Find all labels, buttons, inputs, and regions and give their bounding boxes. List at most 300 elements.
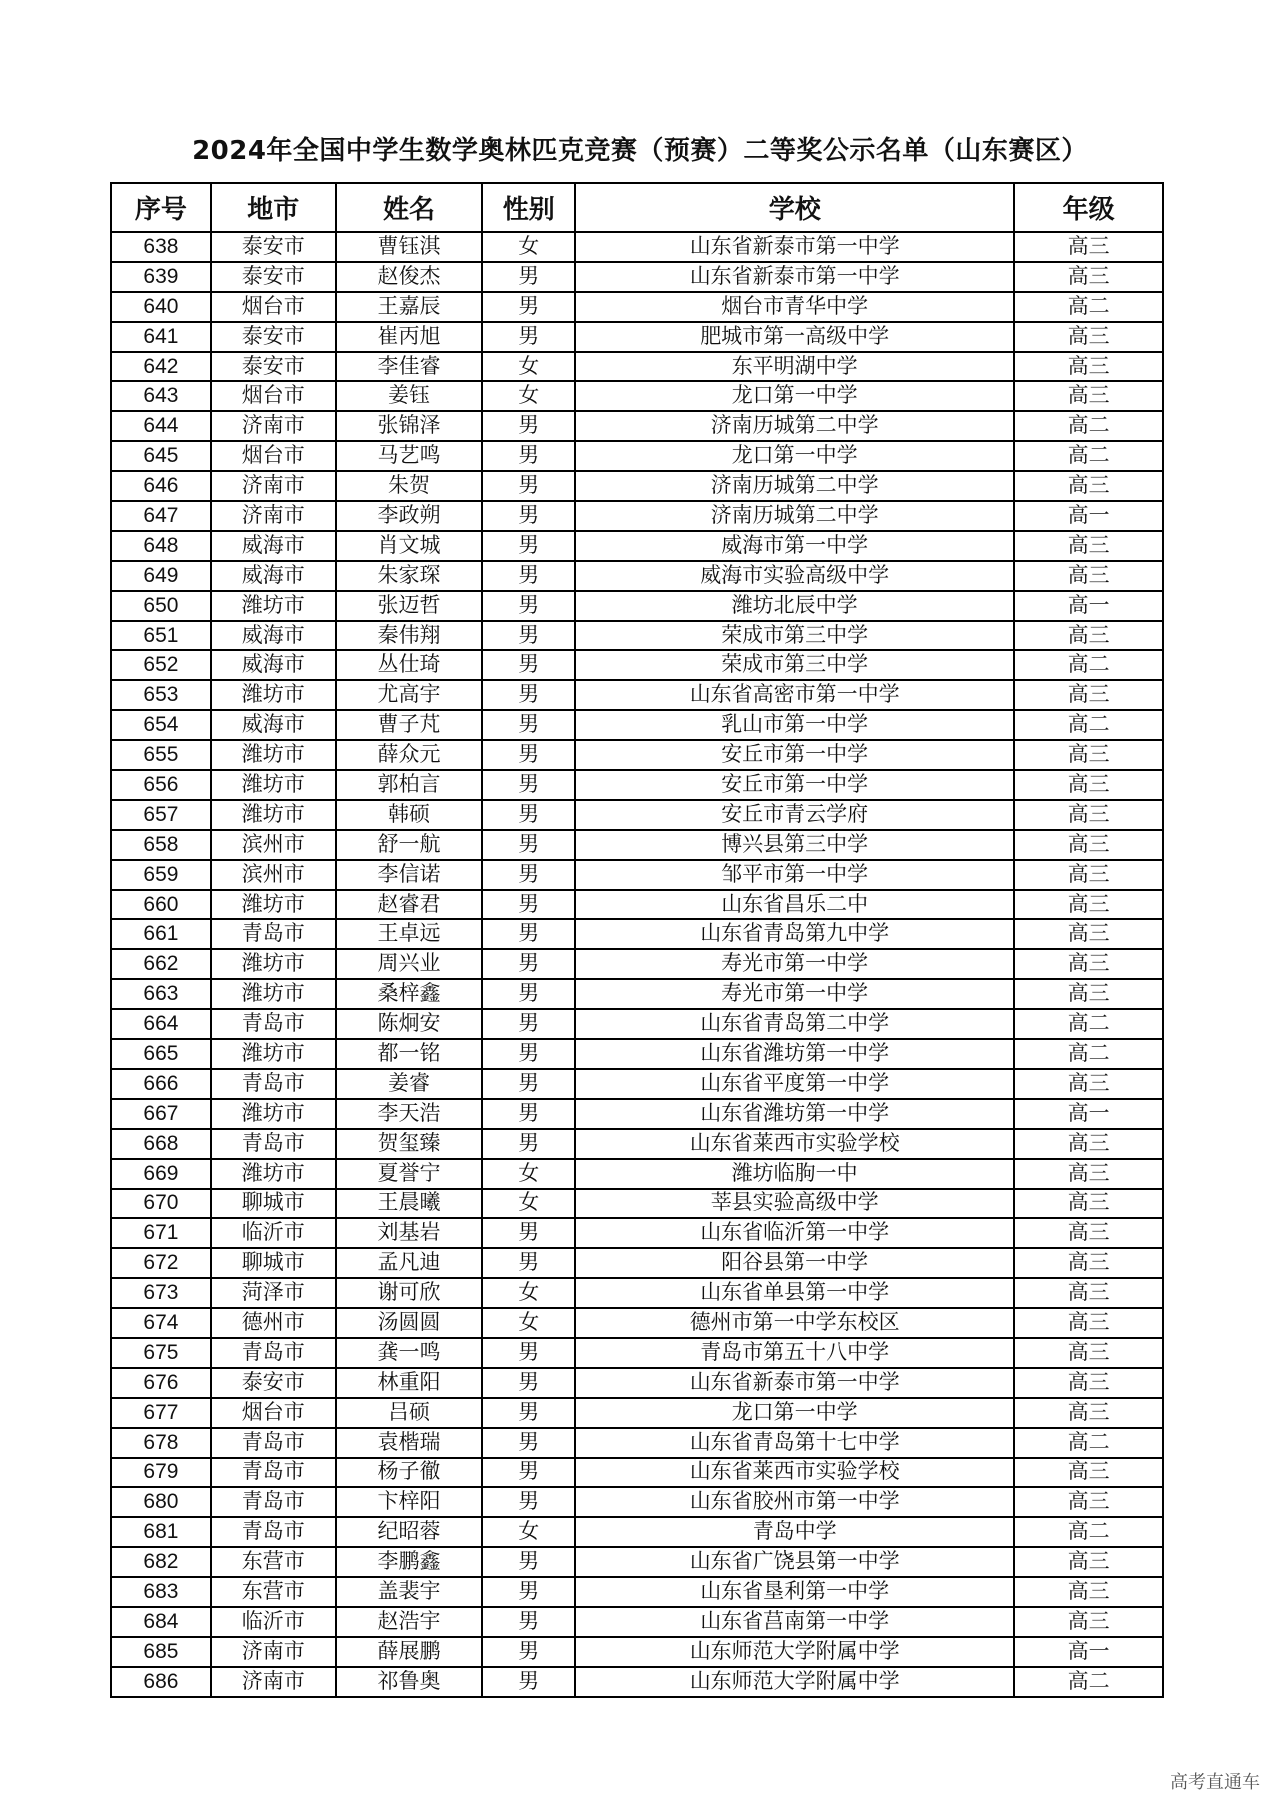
cell-school: 山东省平度第一中学 (575, 1069, 1014, 1099)
cell-index: 643 (111, 381, 211, 411)
cell-grade: 高一 (1014, 1099, 1163, 1129)
cell-name: 秦伟翔 (336, 621, 483, 651)
cell-grade: 高二 (1014, 650, 1163, 680)
table-row (111, 561, 1163, 591)
cell-name: 曹钰淇 (336, 232, 483, 262)
cell-index: 660 (111, 890, 211, 920)
cell-name: 纪昭蓉 (336, 1517, 483, 1547)
header-index: 序号 (111, 183, 211, 232)
cell-index: 642 (111, 352, 211, 382)
table-row (111, 860, 1163, 890)
cell-school: 乳山市第一中学 (575, 710, 1014, 740)
cell-city: 泰安市 (211, 352, 336, 382)
cell-index: 645 (111, 441, 211, 471)
cell-index: 669 (111, 1159, 211, 1189)
cell-grade: 高三 (1014, 890, 1163, 920)
cell-index: 681 (111, 1517, 211, 1547)
cell-gender: 男 (482, 1487, 575, 1517)
cell-grade: 高三 (1014, 352, 1163, 382)
cell-school: 龙口第一中学 (575, 381, 1014, 411)
cell-index: 675 (111, 1338, 211, 1368)
cell-grade: 高三 (1014, 322, 1163, 352)
cell-city: 青岛市 (211, 919, 336, 949)
cell-name: 朱家琛 (336, 561, 483, 591)
table-row (111, 1338, 1163, 1368)
cell-school: 济南历城第二中学 (575, 411, 1014, 441)
cell-grade: 高三 (1014, 1129, 1163, 1159)
cell-gender: 男 (482, 501, 575, 531)
cell-name: 姜钰 (336, 381, 483, 411)
cell-city: 潍坊市 (211, 800, 336, 830)
cell-gender: 女 (482, 1517, 575, 1547)
table-row (111, 1398, 1163, 1428)
cell-grade: 高三 (1014, 800, 1163, 830)
table-row (111, 621, 1163, 651)
header-school: 学校 (575, 183, 1014, 232)
cell-index: 648 (111, 531, 211, 561)
cell-city: 烟台市 (211, 441, 336, 471)
cell-school: 山东省青岛第十七中学 (575, 1428, 1014, 1458)
cell-index: 652 (111, 650, 211, 680)
cell-school: 山东省青岛第九中学 (575, 919, 1014, 949)
cell-name: 舒一航 (336, 830, 483, 860)
table-row (111, 471, 1163, 501)
cell-name: 吕硕 (336, 1398, 483, 1428)
cell-city: 威海市 (211, 650, 336, 680)
cell-name: 王晨曦 (336, 1189, 483, 1219)
cell-school: 肥城市第一高级中学 (575, 322, 1014, 352)
table-row (111, 710, 1163, 740)
cell-school: 山东省临沂第一中学 (575, 1218, 1014, 1248)
cell-city: 滨州市 (211, 860, 336, 890)
cell-name: 袁楷瑞 (336, 1428, 483, 1458)
cell-gender: 女 (482, 1308, 575, 1338)
cell-school: 山东省莱西市实验学校 (575, 1458, 1014, 1488)
cell-name: 都一铭 (336, 1039, 483, 1069)
cell-school: 山东省广饶县第一中学 (575, 1547, 1014, 1577)
table-row (111, 1069, 1163, 1099)
cell-name: 杨子徹 (336, 1458, 483, 1488)
cell-name: 桑梓鑫 (336, 979, 483, 1009)
cell-index: 674 (111, 1308, 211, 1338)
cell-school: 山东省胶州市第一中学 (575, 1487, 1014, 1517)
cell-index: 672 (111, 1248, 211, 1278)
cell-gender: 男 (482, 561, 575, 591)
cell-city: 济南市 (211, 1637, 336, 1667)
cell-school: 博兴县第三中学 (575, 830, 1014, 860)
cell-gender: 男 (482, 919, 575, 949)
table-row (111, 262, 1163, 292)
cell-gender: 男 (482, 1248, 575, 1278)
cell-city: 青岛市 (211, 1428, 336, 1458)
table-row (111, 770, 1163, 800)
cell-name: 丛仕琦 (336, 650, 483, 680)
table-row (111, 979, 1163, 1009)
cell-gender: 男 (482, 800, 575, 830)
cell-school: 荣成市第三中学 (575, 621, 1014, 651)
cell-grade: 高二 (1014, 1009, 1163, 1039)
cell-name: 李政朔 (336, 501, 483, 531)
cell-city: 聊城市 (211, 1189, 336, 1219)
cell-city: 威海市 (211, 621, 336, 651)
cell-school: 山东省单县第一中学 (575, 1278, 1014, 1308)
cell-grade: 高三 (1014, 770, 1163, 800)
cell-name: 卞梓阳 (336, 1487, 483, 1517)
cell-grade: 高三 (1014, 1278, 1163, 1308)
cell-city: 济南市 (211, 1667, 336, 1697)
cell-name: 尤高宇 (336, 680, 483, 710)
table-row (111, 680, 1163, 710)
cell-index: 650 (111, 591, 211, 621)
cell-gender: 男 (482, 890, 575, 920)
cell-index: 668 (111, 1129, 211, 1159)
table-row (111, 800, 1163, 830)
cell-index: 664 (111, 1009, 211, 1039)
cell-name: 李信诺 (336, 860, 483, 890)
cell-school: 安丘市第一中学 (575, 770, 1014, 800)
cell-name: 赵俊杰 (336, 262, 483, 292)
cell-gender: 男 (482, 1368, 575, 1398)
cell-gender: 男 (482, 292, 575, 322)
cell-name: 姜睿 (336, 1069, 483, 1099)
cell-city: 泰安市 (211, 1368, 336, 1398)
table-row (111, 1129, 1163, 1159)
cell-city: 青岛市 (211, 1069, 336, 1099)
cell-grade: 高二 (1014, 1667, 1163, 1697)
cell-grade: 高一 (1014, 501, 1163, 531)
cell-city: 烟台市 (211, 381, 336, 411)
cell-gender: 女 (482, 381, 575, 411)
cell-index: 676 (111, 1368, 211, 1398)
cell-school: 龙口第一中学 (575, 441, 1014, 471)
cell-index: 649 (111, 561, 211, 591)
table-row (111, 1189, 1163, 1219)
cell-name: 薛展鹏 (336, 1637, 483, 1667)
cell-city: 滨州市 (211, 830, 336, 860)
cell-name: 肖文城 (336, 531, 483, 561)
cell-index: 641 (111, 322, 211, 352)
cell-name: 周兴业 (336, 949, 483, 979)
cell-index: 661 (111, 919, 211, 949)
cell-school: 东平明湖中学 (575, 352, 1014, 382)
cell-index: 640 (111, 292, 211, 322)
cell-name: 李鹏鑫 (336, 1547, 483, 1577)
cell-gender: 女 (482, 232, 575, 262)
award-table (110, 182, 1164, 1698)
cell-name: 王嘉辰 (336, 292, 483, 322)
cell-name: 贺玺臻 (336, 1129, 483, 1159)
cell-name: 盖裴宇 (336, 1577, 483, 1607)
cell-index: 663 (111, 979, 211, 1009)
cell-grade: 高三 (1014, 830, 1163, 860)
cell-school: 山东省新泰市第一中学 (575, 232, 1014, 262)
cell-gender: 男 (482, 650, 575, 680)
cell-name: 龚一鸣 (336, 1338, 483, 1368)
cell-name: 李天浩 (336, 1099, 483, 1129)
cell-name: 曹子芃 (336, 710, 483, 740)
table-row (111, 1517, 1163, 1547)
cell-gender: 男 (482, 1577, 575, 1607)
table-row (111, 1308, 1163, 1338)
cell-grade: 高二 (1014, 441, 1163, 471)
cell-school: 山东省垦利第一中学 (575, 1577, 1014, 1607)
header-city: 地市 (211, 183, 336, 232)
table-row (111, 1637, 1163, 1667)
cell-gender: 男 (482, 860, 575, 890)
cell-index: 653 (111, 680, 211, 710)
cell-index: 638 (111, 232, 211, 262)
cell-gender: 男 (482, 680, 575, 710)
cell-name: 马艺鸣 (336, 441, 483, 471)
table-row (111, 1547, 1163, 1577)
cell-grade: 高三 (1014, 979, 1163, 1009)
cell-grade: 高三 (1014, 740, 1163, 770)
cell-gender: 女 (482, 1159, 575, 1189)
cell-city: 德州市 (211, 1308, 336, 1338)
cell-grade: 高三 (1014, 1368, 1163, 1398)
cell-grade: 高三 (1014, 232, 1163, 262)
cell-gender: 男 (482, 979, 575, 1009)
cell-grade: 高三 (1014, 471, 1163, 501)
cell-index: 655 (111, 740, 211, 770)
cell-city: 东营市 (211, 1577, 336, 1607)
cell-city: 威海市 (211, 561, 336, 591)
table-row (111, 1009, 1163, 1039)
cell-index: 647 (111, 501, 211, 531)
cell-grade: 高三 (1014, 1248, 1163, 1278)
cell-city: 临沂市 (211, 1607, 336, 1637)
cell-school: 山东省新泰市第一中学 (575, 262, 1014, 292)
cell-school: 威海市实验高级中学 (575, 561, 1014, 591)
cell-city: 威海市 (211, 531, 336, 561)
cell-gender: 男 (482, 411, 575, 441)
cell-city: 潍坊市 (211, 1039, 336, 1069)
cell-school: 寿光市第一中学 (575, 949, 1014, 979)
cell-name: 韩硕 (336, 800, 483, 830)
cell-name: 赵睿君 (336, 890, 483, 920)
cell-school: 山东省昌乐二中 (575, 890, 1014, 920)
table-row (111, 1577, 1163, 1607)
cell-school: 阳谷县第一中学 (575, 1248, 1014, 1278)
cell-gender: 男 (482, 710, 575, 740)
cell-school: 山东省莒南第一中学 (575, 1607, 1014, 1637)
cell-name: 王卓远 (336, 919, 483, 949)
cell-school: 青岛中学 (575, 1517, 1014, 1547)
cell-gender: 男 (482, 1547, 575, 1577)
cell-school: 荣成市第三中学 (575, 650, 1014, 680)
table-row (111, 890, 1163, 920)
table-row (111, 1487, 1163, 1517)
table-row (111, 531, 1163, 561)
cell-grade: 高三 (1014, 1577, 1163, 1607)
cell-gender: 男 (482, 1428, 575, 1458)
cell-grade: 高三 (1014, 621, 1163, 651)
cell-index: 656 (111, 770, 211, 800)
header-grade: 年级 (1014, 183, 1163, 232)
cell-school: 山东省潍坊第一中学 (575, 1099, 1014, 1129)
cell-school: 安丘市青云学府 (575, 800, 1014, 830)
cell-school: 山东师范大学附属中学 (575, 1637, 1014, 1667)
cell-index: 659 (111, 860, 211, 890)
cell-gender: 男 (482, 1637, 575, 1667)
cell-grade: 高三 (1014, 1547, 1163, 1577)
cell-grade: 高二 (1014, 411, 1163, 441)
cell-index: 673 (111, 1278, 211, 1308)
cell-gender: 男 (482, 1009, 575, 1039)
cell-school: 安丘市第一中学 (575, 740, 1014, 770)
cell-gender: 男 (482, 621, 575, 651)
cell-index: 667 (111, 1099, 211, 1129)
cell-city: 潍坊市 (211, 770, 336, 800)
table-row (111, 1218, 1163, 1248)
cell-city: 潍坊市 (211, 1159, 336, 1189)
cell-gender: 男 (482, 322, 575, 352)
cell-name: 刘基岩 (336, 1218, 483, 1248)
cell-grade: 高三 (1014, 1398, 1163, 1428)
cell-school: 山东省青岛第二中学 (575, 1009, 1014, 1039)
cell-gender: 女 (482, 352, 575, 382)
cell-gender: 男 (482, 531, 575, 561)
cell-grade: 高二 (1014, 292, 1163, 322)
cell-grade: 高三 (1014, 381, 1163, 411)
cell-index: 654 (111, 710, 211, 740)
table-row (111, 1607, 1163, 1637)
cell-school: 青岛市第五十八中学 (575, 1338, 1014, 1368)
cell-gender: 男 (482, 830, 575, 860)
table-row (111, 1458, 1163, 1488)
cell-grade: 高三 (1014, 680, 1163, 710)
cell-grade: 高一 (1014, 1637, 1163, 1667)
cell-city: 菏泽市 (211, 1278, 336, 1308)
cell-city: 潍坊市 (211, 890, 336, 920)
cell-school: 潍坊北辰中学 (575, 591, 1014, 621)
cell-school: 山东省高密市第一中学 (575, 680, 1014, 710)
cell-grade: 高三 (1014, 919, 1163, 949)
cell-name: 郭柏言 (336, 770, 483, 800)
cell-index: 639 (111, 262, 211, 292)
cell-city: 潍坊市 (211, 680, 336, 710)
cell-index: 677 (111, 1398, 211, 1428)
cell-grade: 高二 (1014, 1517, 1163, 1547)
cell-gender: 男 (482, 1607, 575, 1637)
cell-grade: 高三 (1014, 1069, 1163, 1099)
cell-grade: 高三 (1014, 531, 1163, 561)
cell-gender: 男 (482, 1069, 575, 1099)
cell-city: 临沂市 (211, 1218, 336, 1248)
cell-city: 潍坊市 (211, 979, 336, 1009)
cell-grade: 高三 (1014, 1458, 1163, 1488)
cell-city: 潍坊市 (211, 740, 336, 770)
table-row (111, 411, 1163, 441)
cell-name: 夏誉宁 (336, 1159, 483, 1189)
cell-grade: 高三 (1014, 262, 1163, 292)
cell-gender: 男 (482, 949, 575, 979)
cell-grade: 高二 (1014, 710, 1163, 740)
cell-city: 泰安市 (211, 262, 336, 292)
cell-grade: 高二 (1014, 1039, 1163, 1069)
cell-index: 666 (111, 1069, 211, 1099)
table-row (111, 1428, 1163, 1458)
cell-gender: 男 (482, 1129, 575, 1159)
cell-city: 威海市 (211, 710, 336, 740)
cell-grade: 高二 (1014, 1428, 1163, 1458)
cell-city: 济南市 (211, 471, 336, 501)
cell-school: 山东省新泰市第一中学 (575, 1368, 1014, 1398)
cell-grade: 高三 (1014, 1338, 1163, 1368)
cell-city: 烟台市 (211, 1398, 336, 1428)
table-row (111, 292, 1163, 322)
cell-city: 青岛市 (211, 1487, 336, 1517)
cell-city: 泰安市 (211, 232, 336, 262)
table-row (111, 949, 1163, 979)
cell-name: 张锦泽 (336, 411, 483, 441)
cell-grade: 高三 (1014, 949, 1163, 979)
table-row (111, 740, 1163, 770)
cell-index: 686 (111, 1667, 211, 1697)
cell-school: 德州市第一中学东校区 (575, 1308, 1014, 1338)
table-row (111, 1368, 1163, 1398)
cell-gender: 男 (482, 1667, 575, 1697)
cell-gender: 男 (482, 471, 575, 501)
cell-index: 685 (111, 1637, 211, 1667)
table-row (111, 1039, 1163, 1069)
cell-school: 潍坊临朐一中 (575, 1159, 1014, 1189)
cell-school: 山东省莱西市实验学校 (575, 1129, 1014, 1159)
table-row (111, 1248, 1163, 1278)
cell-gender: 男 (482, 770, 575, 800)
cell-index: 662 (111, 949, 211, 979)
cell-school: 邹平市第一中学 (575, 860, 1014, 890)
cell-index: 680 (111, 1487, 211, 1517)
watermark: 高考直通车 (1170, 1772, 1260, 1793)
cell-city: 潍坊市 (211, 949, 336, 979)
cell-gender: 女 (482, 1189, 575, 1219)
cell-grade: 高一 (1014, 591, 1163, 621)
cell-grade: 高三 (1014, 1308, 1163, 1338)
table-row (111, 650, 1163, 680)
cell-index: 665 (111, 1039, 211, 1069)
header-name: 姓名 (336, 183, 483, 232)
cell-name: 祁鲁奥 (336, 1667, 483, 1697)
cell-gender: 男 (482, 740, 575, 770)
cell-gender: 男 (482, 441, 575, 471)
table-row (111, 232, 1163, 262)
cell-school: 威海市第一中学 (575, 531, 1014, 561)
cell-index: 670 (111, 1189, 211, 1219)
cell-gender: 男 (482, 1039, 575, 1069)
cell-name: 孟凡迪 (336, 1248, 483, 1278)
cell-city: 泰安市 (211, 322, 336, 352)
cell-city: 潍坊市 (211, 1099, 336, 1129)
cell-city: 青岛市 (211, 1129, 336, 1159)
cell-index: 684 (111, 1607, 211, 1637)
cell-grade: 高三 (1014, 1159, 1163, 1189)
cell-index: 678 (111, 1428, 211, 1458)
cell-index: 646 (111, 471, 211, 501)
page-title: 2024年全国中学生数学奥林匹克竞赛（预赛）二等奖公示名单（山东赛区） (192, 136, 1088, 166)
cell-index: 644 (111, 411, 211, 441)
cell-school: 济南历城第二中学 (575, 471, 1014, 501)
cell-name: 谢可欣 (336, 1278, 483, 1308)
cell-city: 聊城市 (211, 1248, 336, 1278)
table-row (111, 501, 1163, 531)
cell-school: 龙口第一中学 (575, 1398, 1014, 1428)
cell-gender: 男 (482, 1458, 575, 1488)
cell-grade: 高三 (1014, 1218, 1163, 1248)
cell-city: 青岛市 (211, 1458, 336, 1488)
cell-index: 683 (111, 1577, 211, 1607)
table-row (111, 830, 1163, 860)
